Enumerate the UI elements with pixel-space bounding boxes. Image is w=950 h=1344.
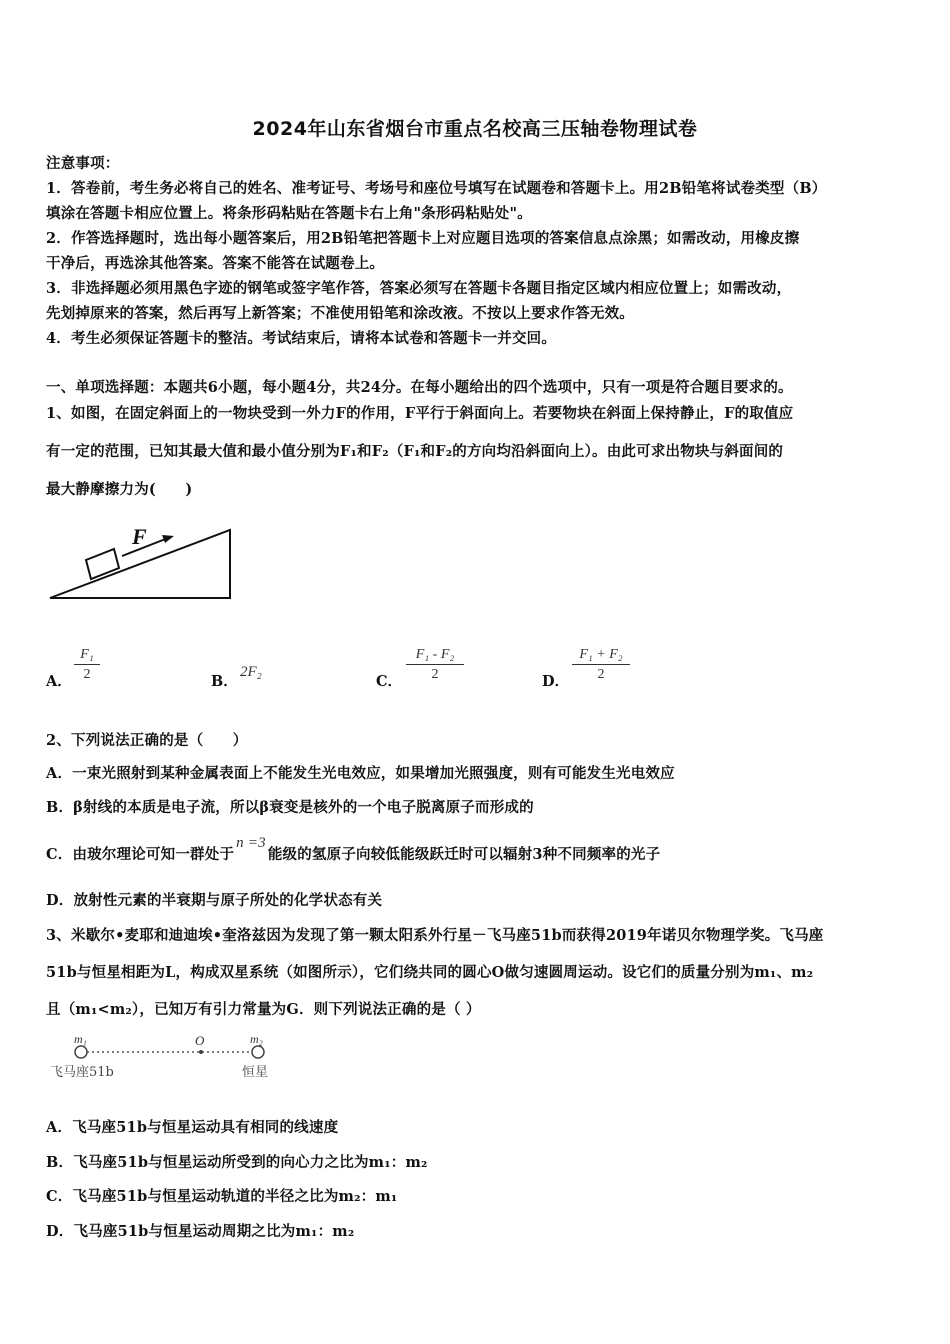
question-2-option-b: B．β射线的本质是电子流，所以β衰变是核外的一个电子脱离原子而形成的 xyxy=(46,799,534,816)
force-label: F xyxy=(132,524,147,549)
notice-line: 先划掉原来的答案，然后再写上新答案；不准使用铅笔和涂改液。不按以上要求作答无效。 xyxy=(46,305,634,322)
question-2-option-a: A．一束光照射到某种金属表面上不能发生光电效应，如果增加光照强度，则有可能发生光电效应 xyxy=(46,765,675,782)
star-label: 恒星 xyxy=(242,1065,269,1080)
star-marker xyxy=(252,1046,264,1058)
question-3-line: 51b与恒星相距为L，构成双星系统（如图所示），它们绕共同的圆心O做匀速圆周运动。设它们的质量分别为m₁、m₂ xyxy=(46,964,814,981)
option-d-label: D． xyxy=(542,673,570,690)
notice-line: 1．答卷前，考生务必将自己的姓名、准考证号、考场号和座位号填写在试题卷和答题卡上。用2B铅笔将试卷类型（B） xyxy=(46,180,827,197)
notice-line: 2．作答选择题时，选出每小题答案后，用2B铅笔把答题卡上对应题目选项的答案信息点涂黑；如需改动，用橡皮擦 xyxy=(46,230,800,247)
question-3-option-d: D．飞马座51b与恒星运动周期之比为m₁：m₂ xyxy=(46,1223,355,1240)
notice-line: 4．考生必须保证答题卡的整洁。考试结束后，请将本试卷和答题卡一并交回。 xyxy=(46,330,557,347)
option-a-fraction: $\frac{\text{F₁}}{2}$ xyxy=(74,646,100,685)
question-2-option-c: C．由玻尔理论可知一群处于n =3能级的氢原子向较低能级跃迁时可以辐射3种不同频率的光子 xyxy=(46,835,661,863)
page-title: 2024年山东省烟台市重点名校高三压轴卷物理试卷 xyxy=(252,118,698,140)
option-b-expression: 2F₂ xyxy=(240,664,262,680)
section-heading: 一、单项选择题：本题共6小题，每小题4分，共24分。在每小题给出的四个选项中，只有一项是符合题目要求的。 xyxy=(46,379,793,396)
option-b-label: B． xyxy=(211,673,238,690)
option-a-label: A． xyxy=(46,673,72,690)
notice-line: 填涂在答题卡相应位置上。将条形码粘贴在答题卡右上角"条形码粘贴处"。 xyxy=(46,205,532,222)
question-3-line: 且（m₁<m₂），已知万有引力常量为G．则下列说法正确的是（ ） xyxy=(46,1001,481,1018)
notice-heading: 注意事项： xyxy=(46,155,120,172)
n-equals-3: n =3 xyxy=(236,835,266,851)
question-1-line: 最大静摩擦力为( ) xyxy=(46,481,193,498)
question-1-line: 1、如图，在固定斜面上的一物块受到一外力F的作用，F平行于斜面向上。若要物块在斜面上保持静止，F的取值应 xyxy=(46,405,794,422)
binary-star-figure xyxy=(48,1030,288,1086)
question-3-option-a: A．飞马座51b与恒星运动具有相同的线速度 xyxy=(46,1119,339,1136)
notice-line: 3．非选择题必须用黑色字迹的钢笔或签字笔作答，答案必须写在答题卡各题目指定区域内相应位置上；如需改动， xyxy=(46,280,792,297)
m1-label: m₁ xyxy=(74,1032,87,1046)
center-o-marker xyxy=(199,1050,203,1054)
planet-marker xyxy=(75,1046,87,1058)
incline-figure xyxy=(44,518,244,608)
m2-label: m₂ xyxy=(250,1032,263,1046)
question-2-stem: 2、下列说法正确的是（ ） xyxy=(46,732,248,749)
question-1-line: 有一定的范围，已知其最大值和最小值分别为F₁和F₂（F₁和F₂的方向均沿斜面向上）。由此可求出物块与斜面间的 xyxy=(46,443,784,460)
o-label: O xyxy=(195,1033,205,1048)
option-c-label: C． xyxy=(376,673,403,690)
question-3-line: 3、米歇尔•麦耶和迪迪埃•奎洛兹因为发现了第一颗太阳系外行星－飞马座51b而获得2019年诺贝尔物理学奖。飞马座 xyxy=(46,927,824,944)
planet-label: 飞马座51b xyxy=(50,1065,114,1080)
question-3-option-c: C．飞马座51b与恒星运动轨道的半径之比为m₂：m₁ xyxy=(46,1188,398,1205)
question-3-option-b: B．飞马座51b与恒星运动所受到的向心力之比为m₁：m₂ xyxy=(46,1154,428,1171)
option-c-fraction: $\frac{\text{F₁ - F₂}}{2}$ xyxy=(406,646,464,685)
option-d-fraction: $\frac{\text{F₁ + F₂}}{2}$ xyxy=(572,646,630,685)
notice-line: 干净后，再选涂其他答案。答案不能答在试题卷上。 xyxy=(46,255,385,272)
question-2-option-d: D．放射性元素的半衰期与原子所处的化学状态有关 xyxy=(46,892,383,909)
